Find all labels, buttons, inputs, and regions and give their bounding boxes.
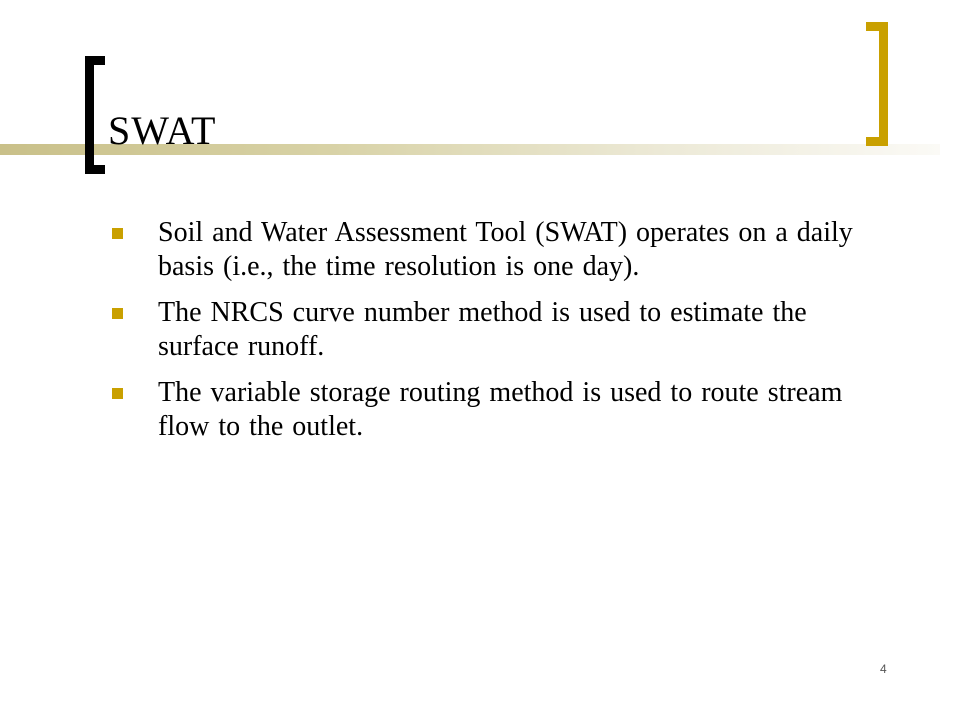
bullet-text: The NRCS curve number method is used to estimate the surface runoff. [158,297,807,362]
page-number: 4 [880,662,887,676]
square-bullet-icon [112,388,123,399]
bullet-item [108,376,868,444]
bullet-item [108,296,868,364]
bullet-item [108,216,868,284]
square-bullet-icon [112,228,123,239]
bullet-list [108,216,868,456]
slide-title: SWAT [108,108,217,153]
bullet-text: The variable storage routing method is used to route stream flow to the outlet. [158,377,843,442]
right-bracket-decoration [866,22,888,146]
bullet-text: Soil and Water Assessment Tool (SWAT) operates on a daily basis (i.e., the time resolution is one day). [158,217,853,282]
square-bullet-icon [112,308,123,319]
left-bracket-decoration [85,56,105,174]
